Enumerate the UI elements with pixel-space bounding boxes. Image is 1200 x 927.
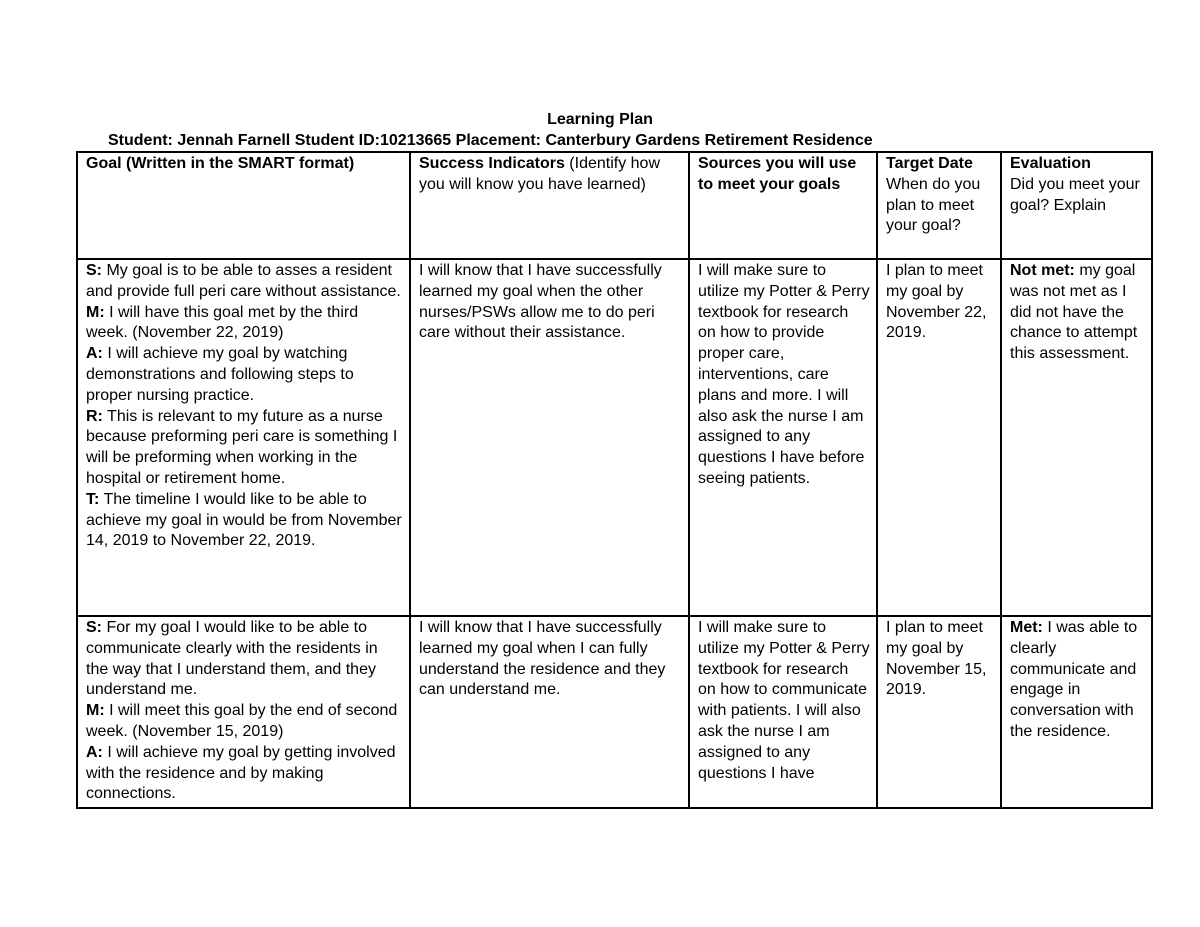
header-evaluation-hint: Did you meet your goal? Explain xyxy=(1010,175,1140,214)
evaluation-status: Met: xyxy=(1010,619,1043,636)
smart-label: A: xyxy=(86,743,103,761)
smart-label: S: xyxy=(86,262,102,279)
smart-text: My goal is to be able to asses a resident and provide full peri care without assistance. xyxy=(86,262,401,300)
table-row xyxy=(77,616,1152,808)
evaluation-cell xyxy=(1001,616,1152,808)
sources-cell: I will make sure to utilize my Potter & Perry textbook for research on how to communicate with patients. I will also ask the nurse I am assigned to any questions I have xyxy=(689,616,877,808)
smart-text: The timeline I would like to be able to achieve my goal in would be from November 14, 2019 to November 22, 2019. xyxy=(86,490,402,550)
header-target-label: Target Date xyxy=(886,155,973,172)
student-info: Student: Jennah Farnell Student ID:10213665 Placement: Canterbury Gardens Retirement Residence xyxy=(108,132,873,149)
sources-cell: I will make sure to utilize my Potter & Perry textbook for research on how to provide proper care, interventions, care plans and more. I will also ask the nurse I am assigned to any questions I have before seeing patients. xyxy=(689,259,877,616)
smart-label: R: xyxy=(86,407,103,425)
evaluation-text: my goal was not met as I did not have the chance to attempt this assessment. xyxy=(1010,262,1138,363)
page-title: Learning Plan xyxy=(547,111,653,128)
evaluation-cell xyxy=(1001,259,1152,616)
header-sources xyxy=(689,152,877,259)
smart-label: M: xyxy=(86,303,105,321)
header-target-hint: When do you plan to meet your goal? xyxy=(886,175,981,235)
goal-cell xyxy=(77,259,410,616)
smart-specific xyxy=(86,261,403,303)
smart-label: S: xyxy=(86,619,102,636)
smart-timely xyxy=(86,490,403,552)
smart-label: M: xyxy=(86,702,105,720)
header-success-indicators xyxy=(410,152,689,259)
table-row xyxy=(77,259,1152,616)
header-success-label: Success Indicators xyxy=(419,155,565,172)
header-evaluation-label: Evaluation xyxy=(1010,155,1091,172)
header-evaluation xyxy=(1001,152,1152,259)
smart-measurable xyxy=(86,701,403,743)
smart-text: For my goal I would like to be able to communicate clearly with the residents in the way that I understand them, and they understand me. xyxy=(86,619,378,699)
smart-text: I will achieve my goal by getting involved with the residence and by making connections. xyxy=(86,743,396,803)
header-target-date xyxy=(877,152,1001,259)
smart-label: T: xyxy=(86,490,100,508)
smart-text: I will achieve my goal by watching demonstrations and following steps to proper nursing practice. xyxy=(86,345,354,404)
smart-label: A: xyxy=(86,345,103,363)
smart-text: I will meet this goal by the end of second week. (November 15, 2019) xyxy=(86,702,398,740)
smart-measurable xyxy=(86,303,403,345)
smart-achievable xyxy=(86,344,403,406)
header-sources-label: Sources you will use to meet your goals xyxy=(698,155,857,193)
header-success-hint: (Identify how you will know you have learned) xyxy=(419,155,660,193)
smart-specific xyxy=(86,618,403,701)
table-header-row xyxy=(77,152,1152,259)
smart-achievable xyxy=(86,743,403,805)
success-cell: I will know that I have successfully learned my goal when the other nurses/PSWs allow me to do peri care without their assistance. xyxy=(410,259,689,616)
smart-relevant xyxy=(86,407,403,490)
evaluation-status: Not met: xyxy=(1010,262,1075,279)
header-goal-label: Goal (Written in the SMART format) xyxy=(86,155,355,172)
header-goal xyxy=(77,152,410,259)
smart-text: This is relevant to my future as a nurse because preforming peri care is something I will be preforming when working in the hospital or retirement home. xyxy=(86,407,398,487)
evaluation-text: I was able to clearly communicate and engage in conversation with the residence. xyxy=(1010,619,1138,740)
smart-text: I will have this goal met by the third week. (November 22, 2019) xyxy=(86,303,359,342)
success-cell: I will know that I have successfully learned my goal when I can fully understand the residence and they can understand me. xyxy=(410,616,689,808)
learning-plan-table xyxy=(76,151,1153,809)
target-date-cell: I plan to meet my goal by November 22, 2019. xyxy=(877,259,1001,616)
goal-cell xyxy=(77,616,410,808)
target-date-cell: I plan to meet my goal by November 15, 2019. xyxy=(877,616,1001,808)
